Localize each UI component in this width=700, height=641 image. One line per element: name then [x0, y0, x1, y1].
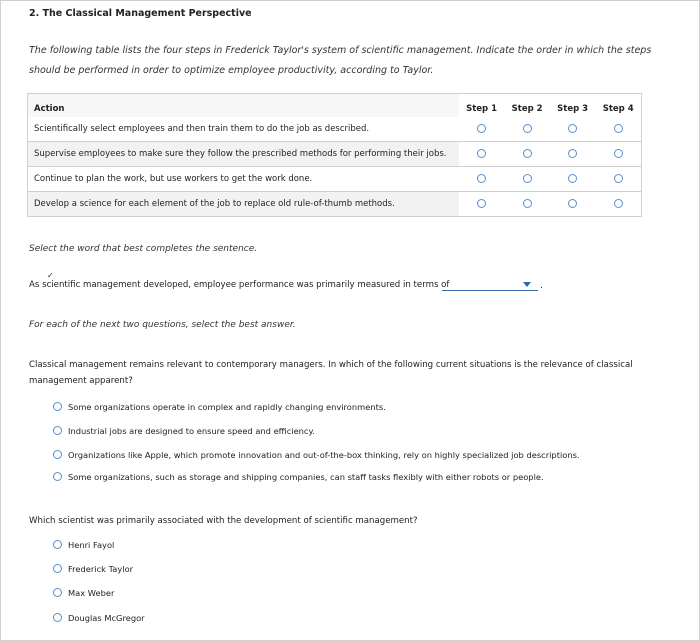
step-radio[interactable] [568, 149, 577, 158]
action-label: Continue to plan the work, but use workers to get the work done. [28, 167, 459, 192]
step-radio[interactable] [614, 124, 623, 133]
option-label: Henri Fayol [68, 540, 115, 550]
step-header: Step 1 [459, 94, 505, 118]
steps-table [27, 93, 642, 217]
q1-option[interactable] [53, 402, 386, 412]
q2-option[interactable] [53, 564, 133, 574]
q1-option[interactable] [53, 472, 544, 482]
step-radio[interactable] [477, 174, 486, 183]
next-questions-instruction: For each of the next two questions, select the best answer. [29, 320, 296, 330]
step-radio[interactable] [477, 199, 486, 208]
step-radio[interactable] [523, 199, 532, 208]
q2-option[interactable] [53, 613, 145, 623]
option-label: Organizations like Apple, which promote innovation and out-of-the-box thinking, rely on highly specialized job descriptions. [68, 450, 580, 460]
table-row [28, 117, 642, 142]
cursor-mark: ✓ [47, 271, 54, 280]
step-radio[interactable] [477, 149, 486, 158]
table-row [28, 192, 642, 217]
option-label: Industrial jobs are designed to ensure speed and efficiency. [68, 426, 315, 436]
option-radio[interactable] [53, 564, 62, 573]
q2-option[interactable] [53, 540, 114, 550]
table-row [28, 167, 642, 192]
step-radio[interactable] [614, 199, 623, 208]
answer-dropdown[interactable] [442, 278, 538, 291]
q1-option[interactable] [53, 426, 315, 436]
step-header: Step 2 [504, 94, 550, 118]
option-radio[interactable] [53, 402, 62, 411]
dropdown-arrow-icon [523, 282, 531, 287]
step-radio[interactable] [614, 174, 623, 183]
option-label: Max Weber [68, 588, 115, 598]
action-header: Action [28, 94, 459, 118]
option-label: Douglas McGregor [68, 613, 145, 623]
action-label: Develop a science for each element of the job to replace old rule-of-thumb methods. [28, 192, 459, 217]
step-radio[interactable] [568, 124, 577, 133]
option-label: Frederick Taylor [68, 564, 134, 574]
sentence-text: As scientific management developed, employee performance was primarily measured in terms of [29, 280, 450, 290]
select-word-instruction: Select the word that best completes the sentence. [29, 244, 258, 254]
step-radio[interactable] [568, 174, 577, 183]
step-header: Step 4 [595, 94, 641, 118]
table-row [28, 142, 642, 167]
option-radio[interactable] [53, 450, 62, 459]
step-radio[interactable] [477, 124, 486, 133]
option-label: Some organizations, such as storage and shipping companies, can staff tasks flexibly with either robots or people. [68, 472, 544, 482]
option-radio[interactable] [53, 588, 62, 597]
step-radio[interactable] [614, 149, 623, 158]
q2-option[interactable] [53, 588, 114, 598]
step-header: Step 3 [550, 94, 596, 118]
action-label: Supervise employees to make sure they follow the prescribed methods for performing their jobs. [28, 142, 459, 167]
option-radio[interactable] [53, 472, 62, 481]
intro-text: The following table lists the four steps in Frederick Taylor's system of scientific management. Indicate the order in which the steps should be performed in order to optimize employee productivity, according to Taylor. [29, 45, 652, 76]
step-radio[interactable] [523, 174, 532, 183]
q1-option[interactable] [53, 450, 580, 460]
section-title: 2. The Classical Management Perspective [29, 8, 252, 19]
step-radio[interactable] [568, 199, 577, 208]
option-radio[interactable] [53, 540, 62, 549]
sentence-period: . [540, 281, 543, 291]
question2-text: Which scientist was primarily associated with the development of scientific management? [29, 516, 418, 526]
option-label: Some organizations operate in complex and rapidly changing environments. [68, 402, 386, 412]
table-header-row [28, 94, 642, 118]
action-label: Scientifically select employees and then train them to do the job as described. [28, 117, 459, 142]
step-radio[interactable] [523, 149, 532, 158]
step-radio[interactable] [523, 124, 532, 133]
question1-text: Classical management remains relevant to contemporary managers. In which of the following current situations is the relevance of classical management apparent? [29, 360, 633, 386]
option-radio[interactable] [53, 426, 62, 435]
option-radio[interactable] [53, 613, 62, 622]
